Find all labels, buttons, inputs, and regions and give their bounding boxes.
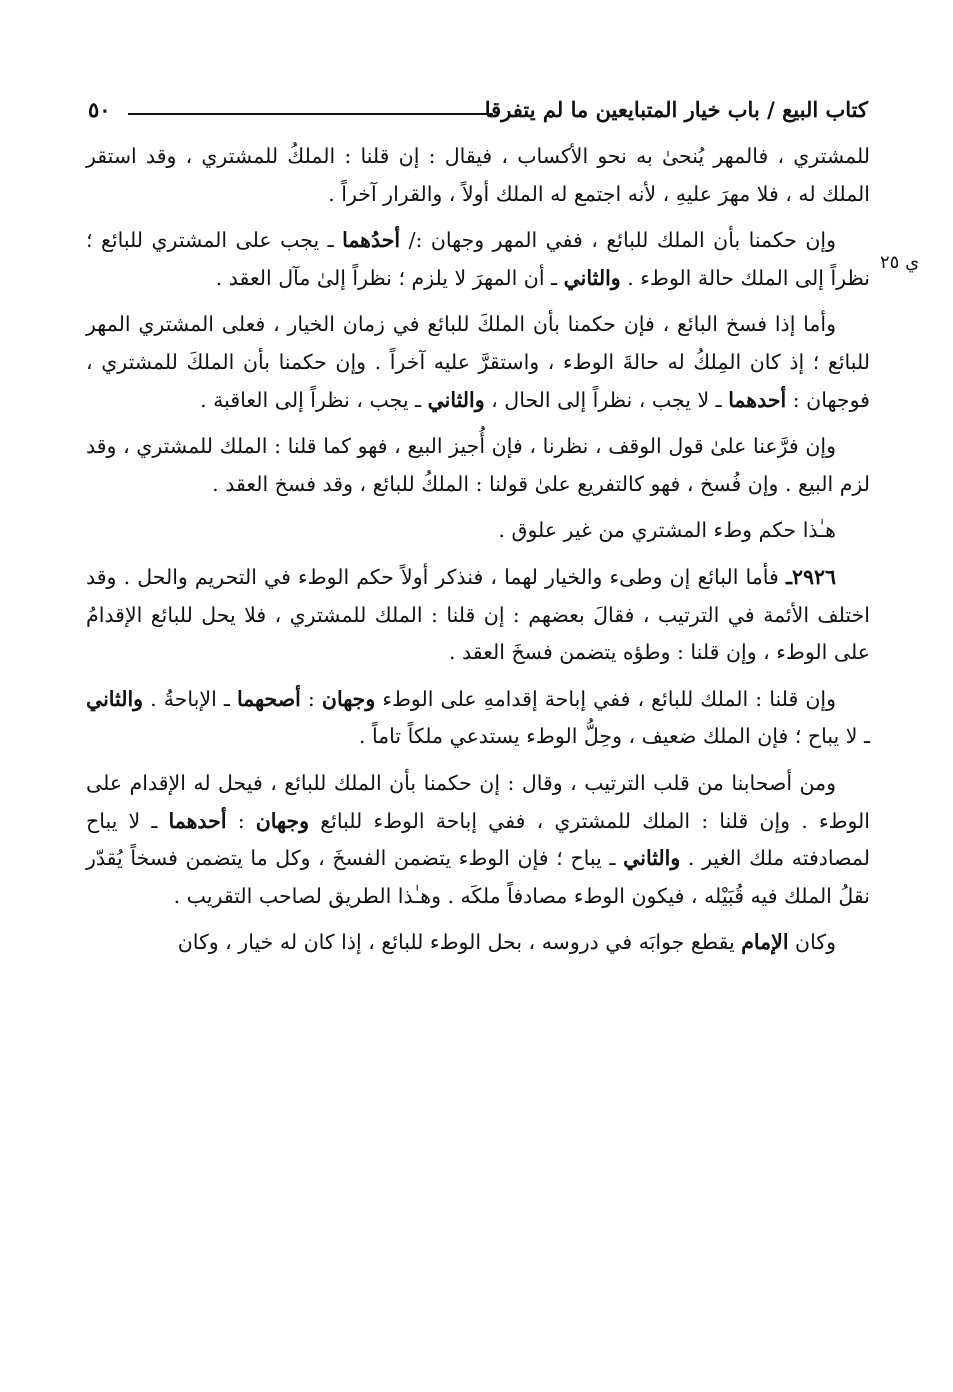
text-run: ـ أن المهرَ لا يلزم ؛ نظراً إلىٰ مآل العقد . xyxy=(215,265,564,290)
bold-term: أصحهما xyxy=(236,686,301,711)
bold-term: الإمام xyxy=(741,930,789,955)
paragraph xyxy=(86,559,870,672)
paragraph xyxy=(86,512,870,550)
paragraph xyxy=(86,428,870,503)
text-run: ـ لا يجب ، نظراً إلى الحال ، xyxy=(484,387,729,412)
bold-term: والثاني xyxy=(563,265,621,290)
bold-term: أحدهما xyxy=(168,808,227,833)
text-run: ومن أصحابنا من قلب الترتيب ، وقال : إن حكمنا بأن الملك للبائع ، فيحل له الإقدام على الوطء . وإن قلنا : الملك للمشتري ، ففي إباحة الوطء للبائع xyxy=(86,770,870,833)
bold-term: والثاني xyxy=(427,387,485,412)
text-run: وإن حكمنا بأن الملك للبائع ، ففي المهر وجهان :/ xyxy=(400,228,836,253)
text-run: للمشتري ، فالمهر يُنحىٰ به نحو الأكساب ، فيقال : إن قلنا : الملكُ للمشتري ، وقد استقر الملك له ، فلا مهرَ عليهِ ، لأنه اجتمع له الملك أولاً ، والقرار آخراً . xyxy=(86,144,870,206)
page-header xyxy=(88,94,868,126)
text-run: : xyxy=(300,686,322,711)
margin-note: ي ٢٥ xyxy=(880,252,920,273)
paragraph xyxy=(86,222,870,297)
paragraph xyxy=(86,138,870,213)
text-run: ـ يجب على المشتري للبائع ؛ نظراً إلى الملك حالة الوطء . xyxy=(86,228,870,290)
text-run: وإن فرَّعنا علىٰ قول الوقف ، نظرنا ، فإن أُجيز البيع ، فهو كما قلنا : الملك للمشتري ، وقد لزم البيع . وإن فُسخ ، فهو كالتفريع علىٰ قولنا : الملكُ للبائع ، وقد فسخ العقد . xyxy=(86,434,870,496)
bold-term: والثاني xyxy=(86,686,144,711)
text-run: وأما إذا فسخ البائع ، فإن حكمنا بأن الملكَ للبائع في زمان الخيار ، فعلى المشتري المهر للبائع ؛ إذ كان المِلكُ له حالةَ الوطء ، واستقرَّ عليه آخراً . وإن حكمنا بأن الملكَ للمشتري ، فوجهان : xyxy=(86,312,870,412)
text-run: وكان xyxy=(788,930,836,955)
text-run: يقطع جوابَه في دروسه ، بحل الوطء للبائع ، إذا كان له خيار ، وكان xyxy=(177,930,742,955)
text-run: ـ الإباحةُ . xyxy=(143,686,237,711)
header-rule xyxy=(128,113,493,115)
text-run: وإن قلنا : الملك للبائع ، ففي إباحة إقدامهِ على الوطء xyxy=(375,686,836,711)
text-run: ـ لا يباح ؛ فإن الملك ضعيف ، وحِلُّ الوطء يستدعي ملكاً تاماً . xyxy=(358,724,870,749)
bold-term: والثاني xyxy=(623,846,681,871)
text-run: هـٰذا حكم وطء المشتري من غير علوق . xyxy=(498,518,836,543)
text-run: : xyxy=(226,808,256,833)
paragraph xyxy=(86,765,870,915)
text-run: ـ لا يباح لمصادفته ملك الغير . xyxy=(86,808,870,871)
page-number: ٥٠ xyxy=(88,97,111,122)
bold-term: وجهان xyxy=(255,808,310,833)
bold-term: أحدهما xyxy=(728,387,787,412)
header-title: كتاب البيع / باب خيار المتبايعين ما لم يتفرقا xyxy=(484,97,868,122)
bold-term: أحدُهما xyxy=(342,228,401,253)
paragraph xyxy=(86,681,870,756)
text-run: ـ يباح ؛ فإن الوطء يتضمن الفسخَ ، وكل ما يتضمن فسخاً يُقدّر نقلُ الملك فيه قُبَيْله ، فيكون الوطء مصادفاً ملكَه . وهـٰذا الطريق لصاحب التقريب . xyxy=(86,846,870,908)
bold-term: وجهان xyxy=(321,686,376,711)
bold-term: ٢٩٢٦ـ xyxy=(785,564,836,589)
paragraph xyxy=(86,306,870,419)
body-text xyxy=(86,138,870,971)
paragraph xyxy=(86,924,870,962)
text-run: ـ يجب ، نظراً إلى العاقبة . xyxy=(200,387,428,412)
text-run: فأما البائع إن وطىء والخيار لهما ، فنذكر أولاً حكم الوطء في التحريم والحل . وقد اختلف الأئمة في الترتيب ، فقالَ بعضهم : إن قلنا : الملك للمشتري ، فلا يحل للبائع الإقدامُ على الوطء ، وإن قلنا : وطؤه يتضمن فسخَ العقد . xyxy=(86,564,870,665)
